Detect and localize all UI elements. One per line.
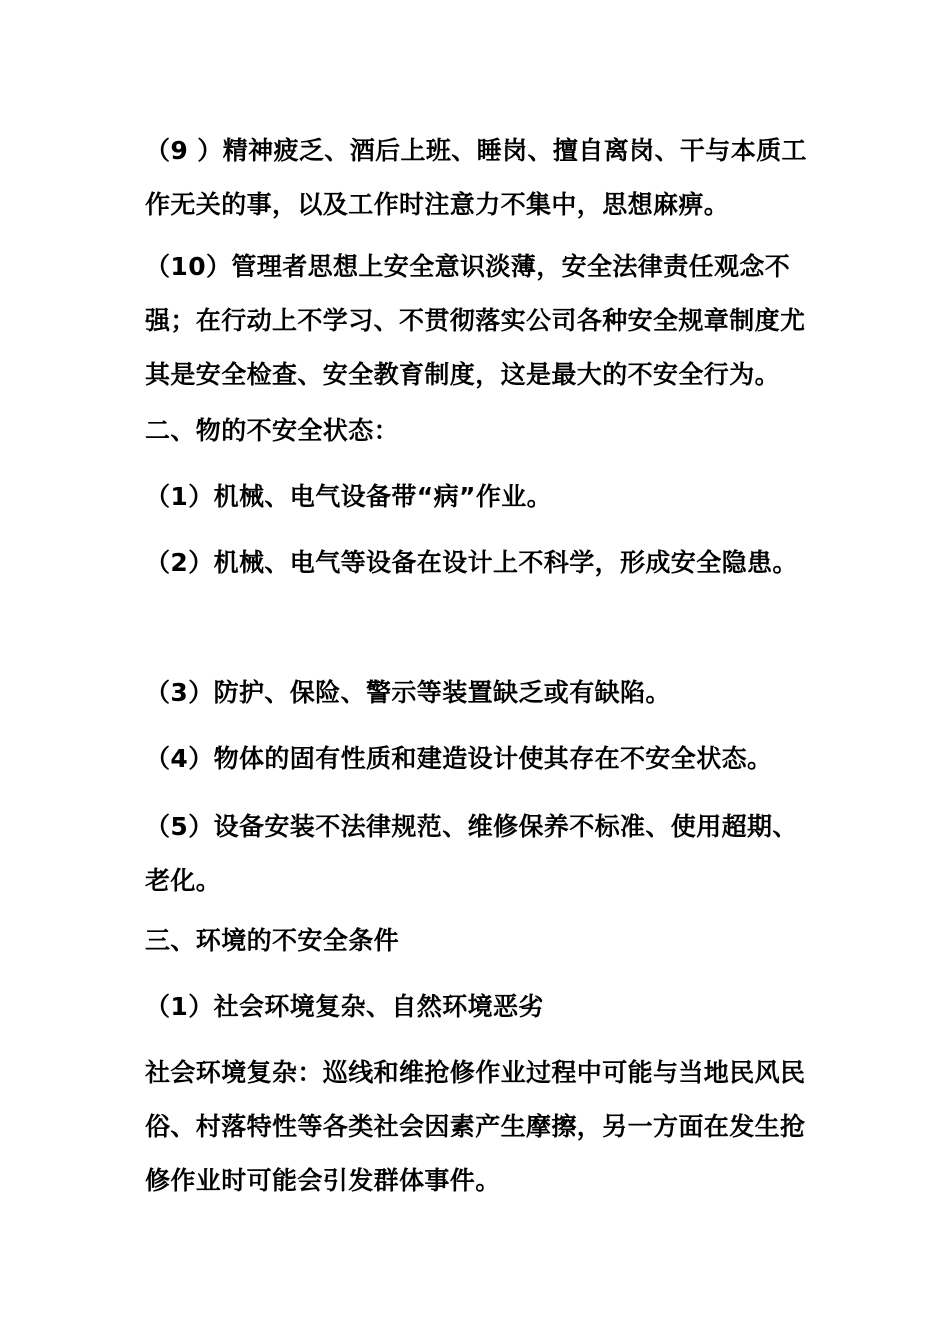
paragraph-object-3: （3）防护、保险、警示等装置缺乏或有缺陷。: [145, 678, 671, 707]
paragraph-object-2: （2）机械、电气等设备在设计上不科学，形成安全隐患。: [145, 548, 798, 577]
section-heading-object-unsafe-state: 二、物的不安全状态：: [145, 416, 400, 445]
paragraph-social-environment: 社会环境复杂：巡线和维抢修作业过程中可能与当地民风民俗、村落特性等各类社会因素产生摩擦，另一方面在发生抢修作业时可能会引发群体事件。: [145, 1058, 806, 1195]
paragraph-item-9: （9 ）精神疲乏、酒后上班、睡岗、擅自离岗、干与本质工作无关的事，以及工作时注意力不集中，思想麻痹。: [145, 136, 807, 219]
paragraph-environment-1: （1）社会环境复杂、自然环境恶劣: [145, 992, 544, 1021]
section-heading-environment-unsafe-conditions: 三、环境的不安全条件: [145, 926, 400, 955]
paragraph-object-4: （4）物体的固有性质和建造设计使其存在不安全状态。: [145, 744, 773, 773]
paragraph-object-1: （1）机械、电气设备带“病”作业。: [145, 482, 553, 511]
paragraph-object-5: （5）设备安装不法律规范、维修保养不标准、使用超期、老化。: [145, 812, 798, 895]
paragraph-item-10: （10）管理者思想上安全意识淡薄，安全法律责任观念不强；在行动上不学习、不贯彻落实公司各种安全规章制度尤其是安全检查、安全教育制度，这是最大的不安全行为。: [145, 252, 806, 389]
